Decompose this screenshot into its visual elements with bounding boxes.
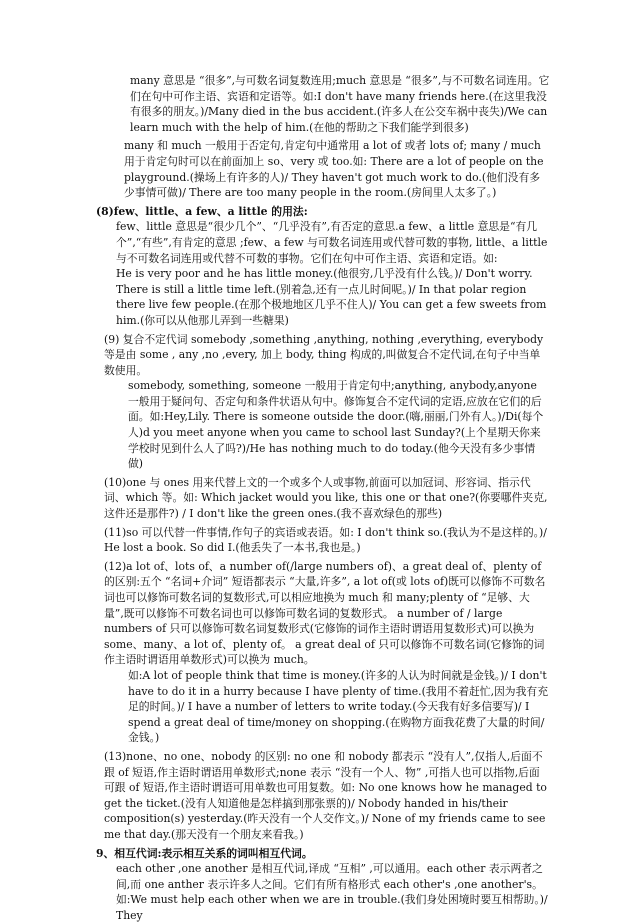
paragraph-many-much: many 意思是 “很多”,与可数名词复数连用;much 意思是 “很多”,与不可数名词连用。它们在句中可作主语、宾语和定语等。如:I don't have many friends here.(在这里我没有很多的朋友。)/Many died in the bus accident.(许多人在公交车祸中丧失)/We can learn much with the help of him.(在他的帮助之下我们能学到很多) bbox=[130, 74, 550, 134]
document-body bbox=[0, 72, 640, 923]
heading-reciprocal-pronouns: 9、相互代词:表示相互关系的词叫相互代词。 bbox=[96, 846, 313, 860]
paragraph-none-no-one: (13)none、no one、nobody 的区别: no one 和 nobody 都表示 “没有人”,仅指人,后面不跟 of 短语,作主语时谓语用单数形式;none 表示 “没有一个人、物” ,可指人也可以指物,后面可跟 of 短语,作主语时谓语可用单数也可用复数。如: No one knows how he managed to get the ticket.(没有人知道他是怎样搞到那张票的)/ Nobody handed in his/their composition(s) yesterday.(昨天没有一个人交作文。)/ None of my friends came to see me that day.(那天没有一个朋友来看我。) bbox=[104, 749, 547, 841]
heading-few-little: (8)few、little、a few、a little 的用法: bbox=[96, 204, 308, 218]
paragraph-each-other: each other ,one another 是相互代词,译成 “互相” ,可以通用。each other 表示两者之间,而 one anther 表示许多人之间。它们有所有格形式 each other's ,one another's。如:We must help each other when we are in trouble.(我们身处困境时要互相帮助。)/ They bbox=[116, 862, 548, 922]
paragraph-so: (11)so 可以代替一件事情,作句子的宾语或表语。如: I don't think so.(我认为不是这样的。)/ He lost a book. So did I.(他丢失了一本书,我也是。) bbox=[104, 525, 547, 555]
paragraph-a-lot-of-examples: 如:A lot of people think that time is money.(许多的人认为时间就是金钱。)/ I don't have to do it in a hurry because I have plenty of time.(我用不着赶忙,因为我有充足的时间。)/ I have a number of letters to write today.(今天我有好多信要写)/ I spend a great deal of time/money on shopping.(在购物方面我花费了大量的时间/金钱。) bbox=[128, 668, 548, 745]
paragraph-many-much-usage: many 和 much 一般用于否定句,肯定句中通常用 a lot of 或者 lots of; many / much 用于肯定句时可以在前面加上 so、very 或 too.如: There are a lot of people on the playground.(操场上有许多的人)/ They haven't got much work to do.(他们没有多少事情可做)/ There are too many people in the room.(房间里人太多了。) bbox=[124, 139, 544, 200]
paragraph-few-little: few、little 意思是“很少几个”、“几乎没有”,有否定的意思.a few、a little 意思是“有几个”,“有些”,有肯定的意思 ;few、a few 与可数名词连用或代替可数的事物, little、a little 与不可数名词连用或代替不可数的事物。它们在句中可作主语、宾语和定语。如: bbox=[116, 220, 548, 265]
paragraph-few-little-examples: He is very poor and he has little money.(他很穷,几乎没有什么钱。)/ Don't worry. There is still a little time left.(别着急,还有一点儿时间呢。)/ In that polar region there live few people.(在那个极地地区几乎不住人)/ You can get a few sweets from him.(你可以从他那儿弄到一些糖果) bbox=[116, 267, 547, 327]
paragraph-one-ones: (10)one 与 ones 用来代替上文的一个或多个人或事物,前面可以加冠词、形容词、指示代词、which 等。如: Which jacket would you like, this one or that one?(你要哪件夹克,这件还是那件?) / I don't like the green ones.(我不喜欢绿色的那些) bbox=[104, 475, 548, 521]
paragraph-compound-indefinite-pronouns: (9) 复合不定代词 somebody ,something ,anything, nothing ,everything, everybody 等是由 some , any ,no ,every, 加上 body, thing 构成的,叫做复合不定代词,在句子中当单数使用。 bbox=[104, 332, 544, 377]
paragraph-some-any-usage: somebody, something, someone 一般用于肯定句中;anything, anybody,anyone 一般用于疑问句、否定句和条件状语从句中。修饰复合不定代词的定语,应放在它们的后面。如:Hey,Lily. There is someone outside the door.(嗨,丽丽,门外有人。)/Di(每个人)d you meet anyone when you came to school last Sunday?(上个星期天你来学校时见到什么人了吗?)/He has nothing much to do today.(他今天没有多少事情做) bbox=[128, 379, 544, 471]
paragraph-a-lot-of: (12)a lot of、lots of、a number of(/large numbers of)、a great deal of、plenty of 的区别:五个 “名词+介词” 短语都表示 “大量,许多”, a lot of(或 lots of)既可以修饰不可数名词也可以修饰可数名词的复数形式,可以相应地换为 much 和 many;plenty of “足够、大量”,既可以修饰不可数名词也可以修饰可数名词的复数形式。 a number of / large numbers of 只可以修饰可数名词复数形式(它修饰的词作主语时谓语用复数形式)可以换为 some、many、a lot of、plenty of。 a great deal of 只可以修饰不可数名词(它修饰的词作主语时谓语用单数形式)可以换为 much。 bbox=[104, 559, 546, 667]
